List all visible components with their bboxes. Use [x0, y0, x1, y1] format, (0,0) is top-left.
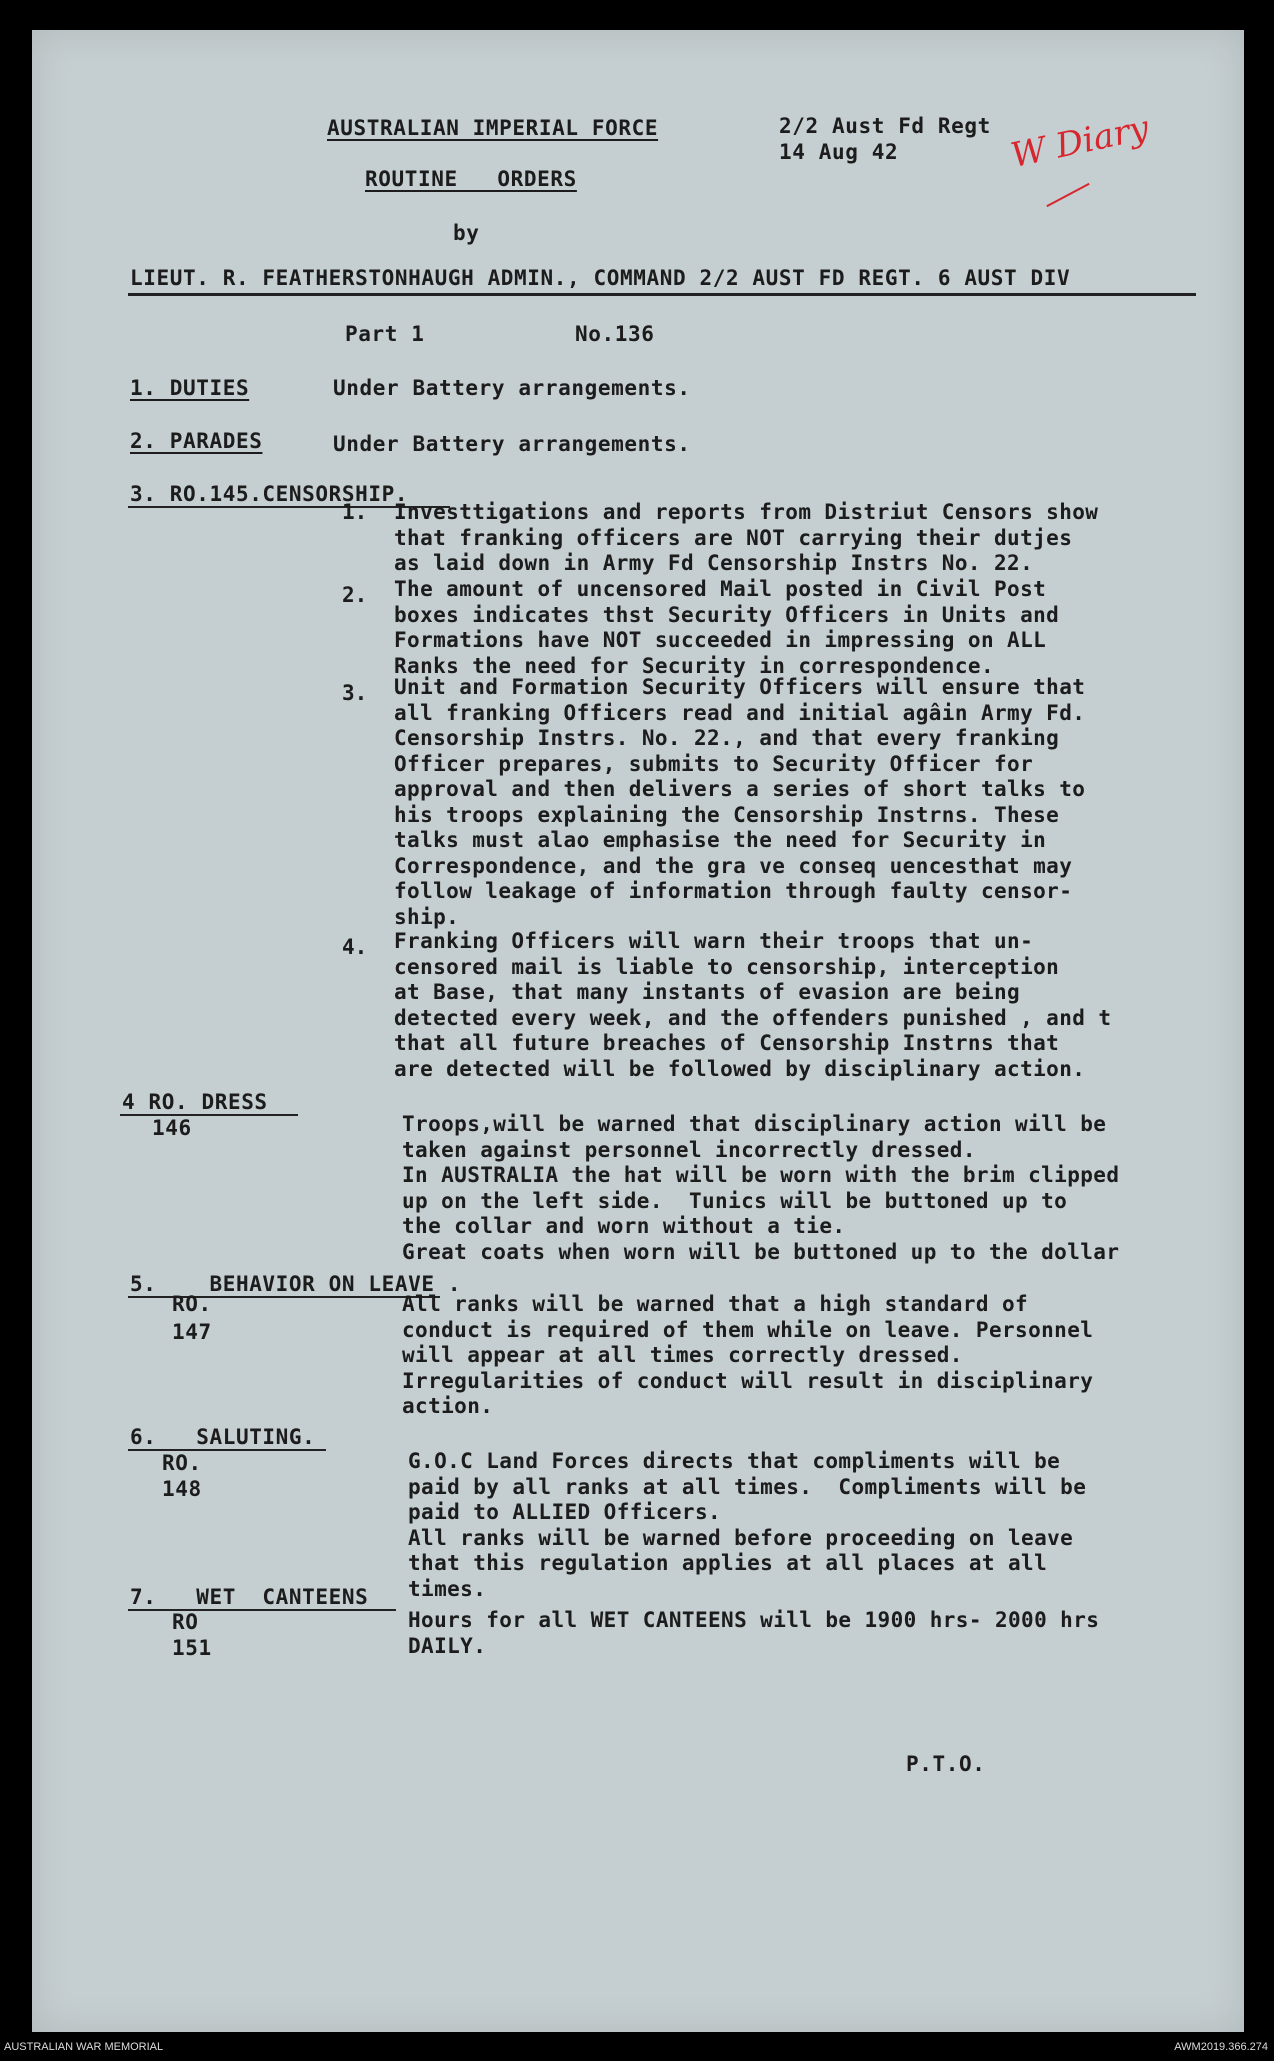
censorship-item-number: 4. — [342, 935, 368, 959]
annotation-stroke — [1046, 183, 1089, 207]
handwritten-annotation: W Diary — [1007, 107, 1153, 177]
section-saluting-heading: 6. SALUTING. — [130, 1425, 316, 1449]
section-censorship-heading: 3. RO.145.CENSORSHIP. — [130, 482, 409, 506]
commander-line: LIEUT. R. FEATHERSTONHAUGH ADMIN., COMMAND 2/2 AUST FD REGT. 6 AUST DIV — [130, 266, 1071, 290]
censorship-item-text: Franking Officers will warn their troops that un- censored mail is liable to censorship, interception at Base, that many instants of evasion are being detected every week, and the offenders punished , and t that all future breaches of Censorship Instrns that are detected will be followed by disciplinary action. — [394, 929, 1112, 1081]
section-saluting-ro: RO. — [162, 1451, 202, 1475]
section-duties-heading: 1. DUTIES — [130, 376, 250, 400]
order-number: No.136 — [575, 322, 655, 346]
part-number: Part 1 — [345, 322, 425, 346]
canteens-heading-rule — [128, 1609, 396, 1611]
section-leave-ro: RO. — [172, 1292, 212, 1316]
section-leave-ro-number: 147 — [172, 1320, 212, 1344]
document-subtitle: ROUTINE ORDERS — [365, 167, 577, 191]
footer-accession-number: AWM2019.366.274 — [1174, 2041, 1268, 2053]
section-duties-text: Under Battery arrangements. — [333, 376, 691, 400]
section-canteens-ro-number: 151 — [172, 1636, 212, 1660]
censorship-item-number: 1. — [342, 500, 368, 524]
section-leave-heading: 5. BEHAVIOR ON LEAVE . — [130, 1272, 462, 1296]
censorship-item-text: The amount of uncensored Mail posted in Civil Post boxes indicates thst Security Officers in Units and Formations have NOT succeeded in impressing on ALL Ranks the need for Security in correspondence. — [394, 577, 1060, 678]
section-saluting-ro-number: 148 — [162, 1477, 202, 1501]
pto-marker: P.T.O. — [906, 1752, 986, 1776]
section-leave-text: All ranks will be warned that a high standard of conduct is required of them while on leave. Personnel will appear at all times correctly dressed. Irregularities of conduct will result in disciplinary action. — [402, 1292, 1094, 1418]
censorship-item-text: Investtigations and reports from Distriut Censors show that franking officers are NOT carrying their dutjes as laid down in Army Fd Censorship Instrs No. 22. — [394, 500, 1099, 575]
censorship-item-text: Unit and Formation Security Officers will ensure that all franking Officers read and initial agâin Army Fd. Censorship Instrs. No. 22., and that every franking Officer prepares, submits to Security Officer for approval and then delivers a series of short talks to his troops explaining the Censorship Instrns. These talks must alao emphasise the need for Security in Correspondence, and the gra ve conseq uencesthat may follow leakage of information through faulty censor- ship. — [394, 675, 1086, 929]
dress-heading-rule — [120, 1114, 298, 1116]
section-parades-heading: 2. PARADES — [130, 429, 263, 453]
censorship-item-number: 2. — [342, 583, 368, 607]
by-line: by — [453, 221, 480, 245]
censorship-item-number: 3. — [342, 681, 368, 705]
section-canteens-text: Hours for all WET CANTEENS will be 1900 hrs- 2000 hrs DAILY. — [408, 1608, 1100, 1658]
section-canteens-heading: 7. WET CANTEENS — [130, 1585, 369, 1609]
section-saluting-text: G.O.C Land Forces directs that compliments will be paid by all ranks at all times. Compliments will be paid to ALLIED Officers. All ranks will be warned before proceeding on leave that this regulation applies at all places at all times. — [408, 1449, 1087, 1601]
section-dress-text: Troops,will be warned that disciplinary action will be taken against personnel incorrectly dressed. In AUSTRALIA the hat will be worn with the brim clipped up on the left side. Tunics will be buttoned up to the collar and worn without a tie. Great coats when worn will be buttoned up to the dollar — [402, 1112, 1120, 1264]
footer-institution: AUSTRALIAN WAR MEMORIAL — [4, 2041, 164, 2053]
order-date: 14 Aug 42 — [779, 140, 899, 164]
document-page — [32, 30, 1244, 2032]
saluting-heading-rule — [128, 1449, 326, 1451]
document-title: AUSTRALIAN IMPERIAL FORCE — [327, 116, 659, 140]
unit-name: 2/2 Aust Fd Regt — [779, 114, 991, 138]
section-parades-text: Under Battery arrangements. — [333, 432, 691, 456]
archive-footer — [0, 2035, 1274, 2061]
section-canteens-ro: RO — [172, 1610, 199, 1634]
header-rule — [128, 293, 1196, 296]
section-dress-ro: 146 — [152, 1116, 192, 1140]
section-dress-heading: 4 RO. DRESS — [122, 1090, 268, 1114]
